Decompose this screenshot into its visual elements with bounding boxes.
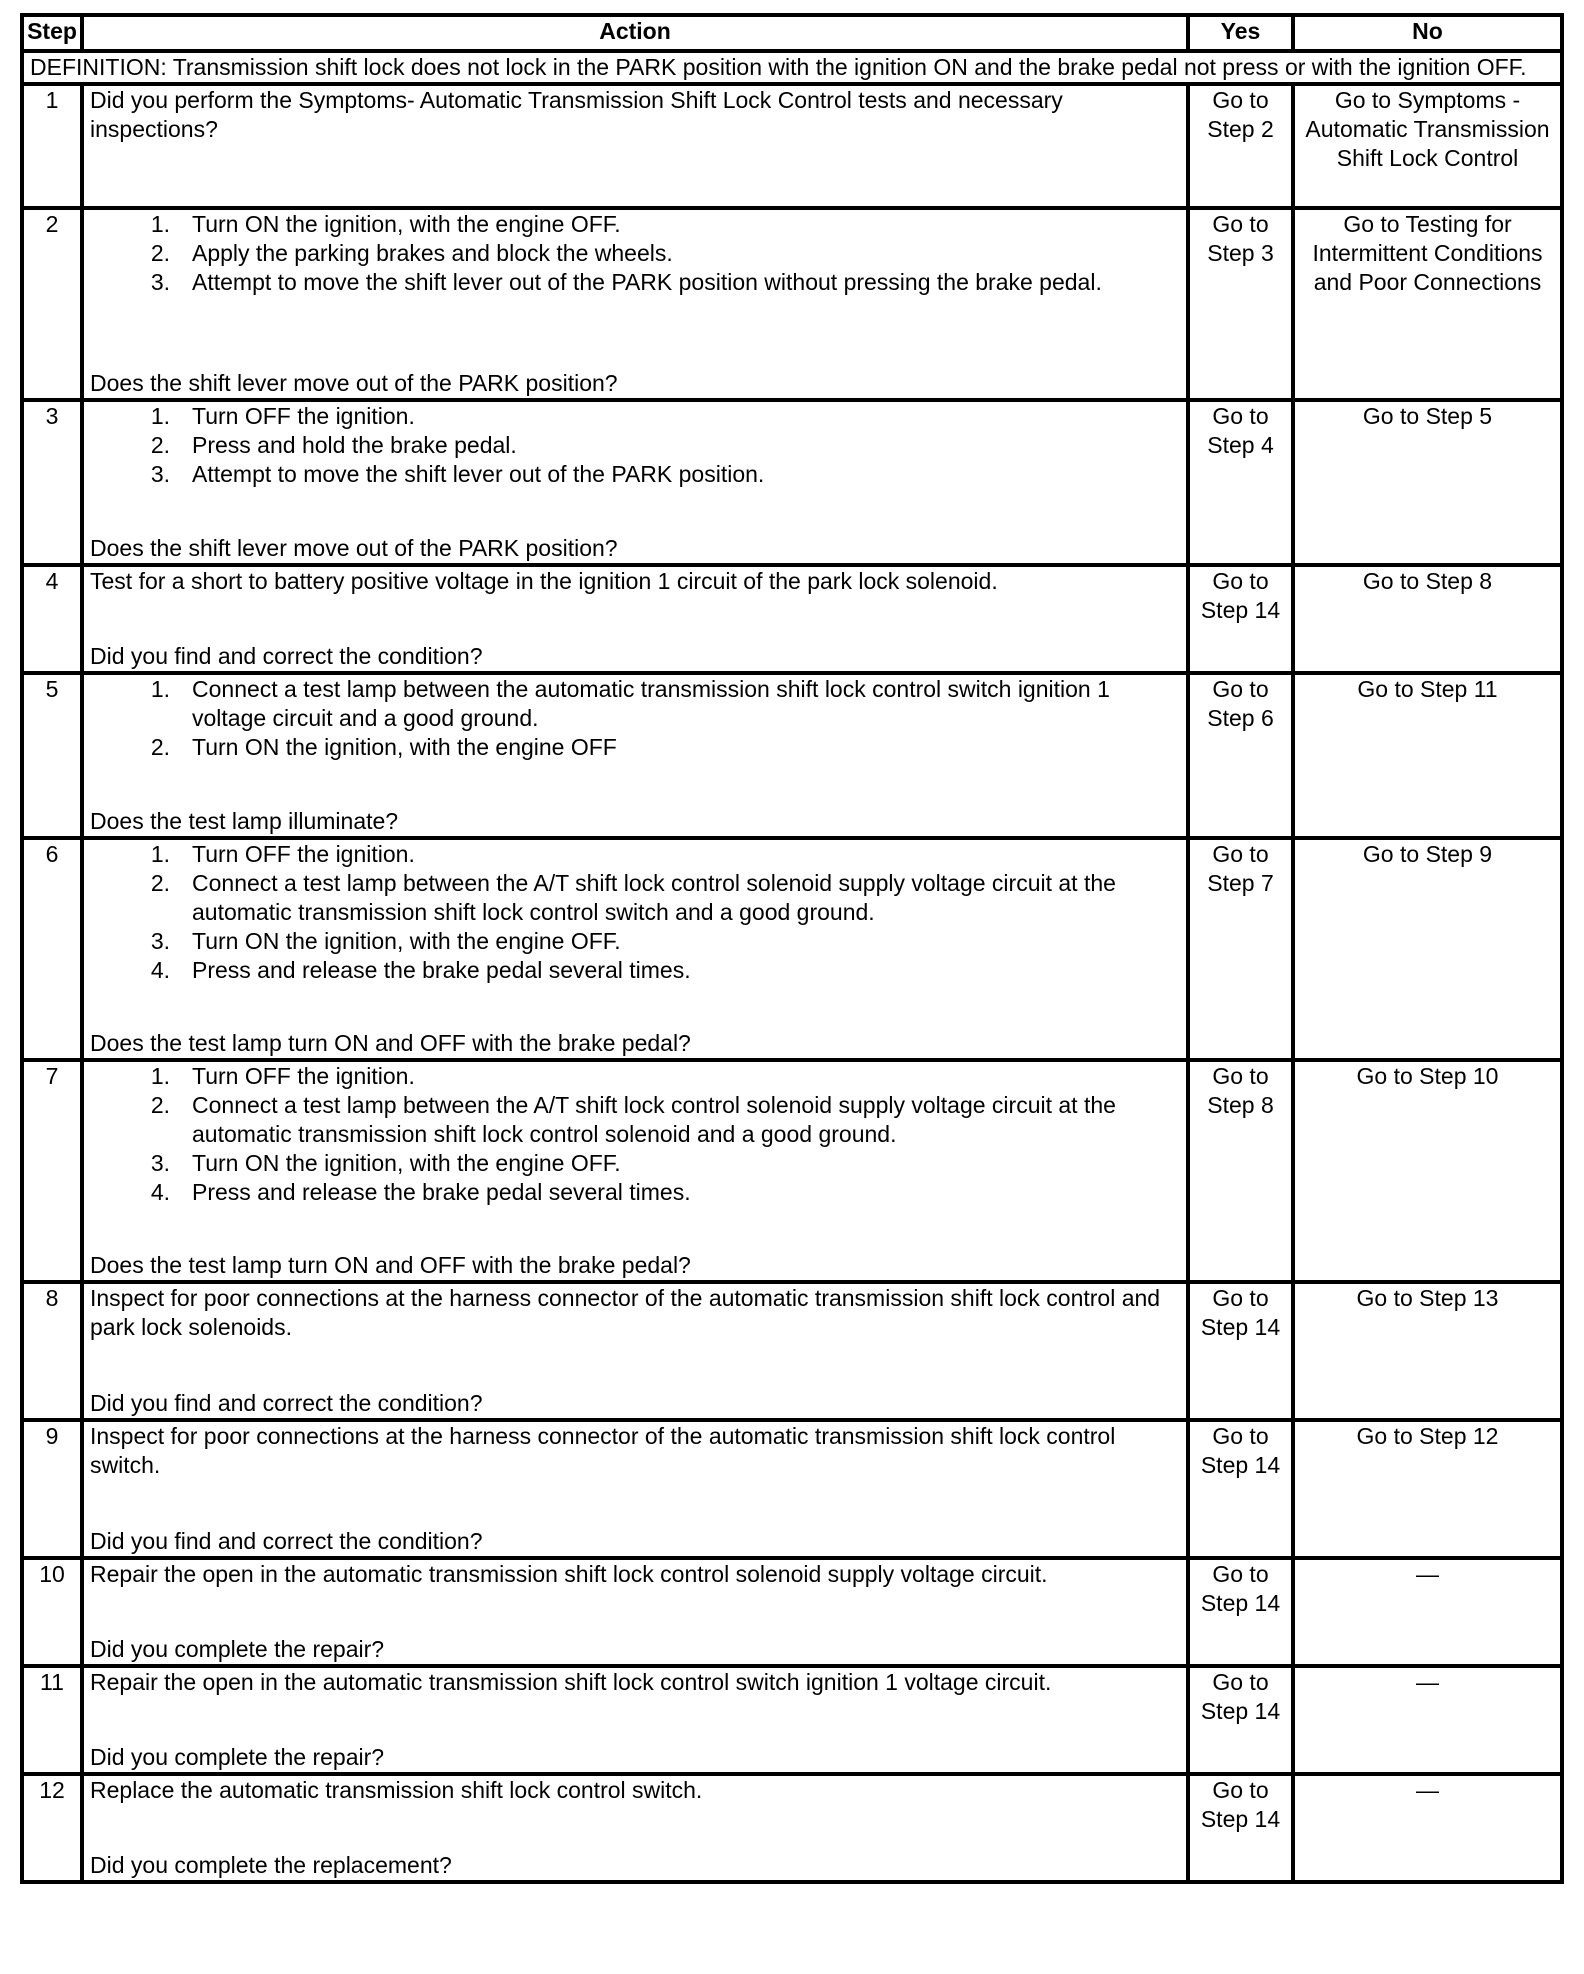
list-item <box>90 733 1180 762</box>
diagnostic-table <box>20 13 1564 1884</box>
list-item <box>90 1149 1180 1178</box>
table-row <box>22 1060 1562 1282</box>
yes-result: Go to Step 3 <box>1188 208 1293 400</box>
action-content <box>90 567 1180 671</box>
action-body <box>90 1422 1180 1480</box>
no-result: Go to Step 10 <box>1293 1060 1562 1282</box>
table-row <box>22 84 1562 208</box>
list-item-text: Connect a test lamp between the automatic transmission shift lock control switch ignition 1 voltage circuit and a good ground. <box>192 676 1110 731</box>
procedure-list <box>90 210 1180 297</box>
procedure-list <box>90 402 1180 489</box>
action-question: Did you find and correct the condition? <box>90 1390 483 1416</box>
step-number: 4 <box>22 565 82 673</box>
yes-result: Go to Step 14 <box>1188 1666 1293 1774</box>
list-item-text: Turn OFF the ignition. <box>192 403 415 429</box>
table-row <box>22 400 1562 565</box>
list-item-number: 3. <box>150 928 170 954</box>
list-item-number: 1. <box>150 676 170 702</box>
list-item-text: Connect a test lamp between the A/T shift lock control solenoid supply voltage circuit at the automatic transmission shift lock control switch and a good ground. <box>192 870 1116 925</box>
list-item-text: Turn OFF the ignition. <box>192 1063 415 1089</box>
list-item-text: Attempt to move the shift lever out of the PARK position. <box>192 461 765 487</box>
action-content <box>90 1560 1180 1664</box>
action-body <box>90 1668 1180 1697</box>
action-content <box>90 1668 1180 1772</box>
no-result: — <box>1293 1558 1562 1666</box>
action-question: Did you find and correct the condition? <box>90 1528 483 1554</box>
action-cell <box>82 1774 1188 1882</box>
yes-result: Go to Step 2 <box>1188 84 1293 208</box>
action-question: Did you complete the replacement? <box>90 1852 452 1878</box>
action-cell <box>82 208 1188 400</box>
step-number: 12 <box>22 1774 82 1882</box>
procedure-list <box>90 840 1180 985</box>
list-item-number: 2. <box>150 870 170 896</box>
action-body <box>90 1776 1180 1805</box>
action-content <box>90 402 1180 563</box>
action-text: Replace the automatic transmission shift lock control switch. <box>90 1777 703 1803</box>
no-result: — <box>1293 1774 1562 1882</box>
table-row <box>22 1774 1562 1882</box>
list-item-number: 3. <box>150 461 170 487</box>
list-item <box>90 431 1180 460</box>
no-result: Go to Step 11 <box>1293 673 1562 838</box>
table-row <box>22 1666 1562 1774</box>
list-item-number: 3. <box>150 1150 170 1176</box>
procedure-list <box>90 1062 1180 1207</box>
yes-result: Go to Step 8 <box>1188 1060 1293 1282</box>
action-text: Inspect for poor connections at the harness connector of the automatic transmission shift lock control and park lock solenoids. <box>90 1285 1161 1340</box>
list-item-number: 2. <box>150 432 170 458</box>
action-content <box>90 1422 1180 1556</box>
list-item-text: Press and hold the brake pedal. <box>192 432 517 458</box>
no-result: Go to Step 13 <box>1293 1282 1562 1420</box>
table-row <box>22 1558 1562 1666</box>
step-number: 7 <box>22 1060 82 1282</box>
list-item <box>90 840 1180 869</box>
list-item-number: 2. <box>150 1092 170 1118</box>
action-body <box>90 86 1180 144</box>
list-item-number: 1. <box>150 841 170 867</box>
table-body <box>22 51 1562 1882</box>
action-body <box>90 402 1180 489</box>
action-question: Does the test lamp turn ON and OFF with the brake pedal? <box>90 1252 691 1278</box>
list-item <box>90 210 1180 239</box>
list-item-text: Connect a test lamp between the A/T shift lock control solenoid supply voltage circuit at the automatic transmission shift lock control solenoid and a good ground. <box>192 1092 1116 1147</box>
action-cell <box>82 1666 1188 1774</box>
list-item <box>90 927 1180 956</box>
definition-row <box>22 51 1562 84</box>
list-item-text: Attempt to move the shift lever out of the PARK position without pressing the brake pedal. <box>192 269 1102 295</box>
no-result: Go to Step 5 <box>1293 400 1562 565</box>
header-step: Step <box>22 15 82 51</box>
action-content <box>90 210 1180 398</box>
action-content <box>90 840 1180 1058</box>
step-number: 1 <box>22 84 82 208</box>
action-question: Does the shift lever move out of the PARK position? <box>90 370 618 396</box>
list-item-number: 4. <box>150 957 170 983</box>
action-question: Does the test lamp illuminate? <box>90 808 399 834</box>
list-item <box>90 1062 1180 1091</box>
action-content <box>90 86 1180 206</box>
action-text: Repair the open in the automatic transmission shift lock control solenoid supply voltage circuit. <box>90 1561 1048 1587</box>
action-cell <box>82 838 1188 1060</box>
procedure-list <box>90 675 1180 762</box>
header-row <box>22 15 1562 51</box>
list-item <box>90 869 1180 927</box>
action-question: Did you complete the repair? <box>90 1744 385 1770</box>
list-item-number: 1. <box>150 1063 170 1089</box>
list-item-number: 1. <box>150 403 170 429</box>
action-cell <box>82 400 1188 565</box>
table-row <box>22 565 1562 673</box>
action-cell <box>82 673 1188 838</box>
list-item-text: Apply the parking brakes and block the wheels. <box>192 240 673 266</box>
action-text: Test for a short to battery positive voltage in the ignition 1 circuit of the park lock solenoid. <box>90 568 998 594</box>
list-item-number: 2. <box>150 734 170 760</box>
table-row <box>22 208 1562 400</box>
list-item-number: 2. <box>150 240 170 266</box>
action-content <box>90 1284 1180 1418</box>
yes-result: Go to Step 14 <box>1188 565 1293 673</box>
header-yes: Yes <box>1188 15 1293 51</box>
yes-result: Go to Step 4 <box>1188 400 1293 565</box>
action-content <box>90 1776 1180 1880</box>
table-row <box>22 1420 1562 1558</box>
step-number: 2 <box>22 208 82 400</box>
action-body <box>90 567 1180 596</box>
list-item-text: Press and release the brake pedal several times. <box>192 1179 691 1205</box>
list-item-text: Turn OFF the ignition. <box>192 841 415 867</box>
list-item-text: Press and release the brake pedal several times. <box>192 957 691 983</box>
table-row <box>22 1282 1562 1420</box>
action-body <box>90 1560 1180 1589</box>
list-item <box>90 1091 1180 1149</box>
action-cell <box>82 565 1188 673</box>
list-item-text: Turn ON the ignition, with the engine OFF <box>192 734 617 760</box>
action-cell <box>82 1558 1188 1666</box>
list-item <box>90 268 1180 297</box>
action-content <box>90 675 1180 836</box>
yes-result: Go to Step 14 <box>1188 1420 1293 1558</box>
no-result: Go to Symptoms - Automatic Transmission Shift Lock Control <box>1293 84 1562 208</box>
action-content <box>90 1062 1180 1280</box>
definition-text: DEFINITION: Transmission shift lock does not lock in the PARK position with the ignition ON and the brake pedal not press or with the ignition OFF. <box>22 51 1562 84</box>
action-text: Repair the open in the automatic transmission shift lock control switch ignition 1 voltage circuit. <box>90 1669 1052 1695</box>
list-item-number: 4. <box>150 1179 170 1205</box>
action-cell <box>82 1282 1188 1420</box>
table-row <box>22 673 1562 838</box>
no-result: Go to Step 8 <box>1293 565 1562 673</box>
header-no: No <box>1293 15 1562 51</box>
action-question: Did you find and correct the condition? <box>90 643 483 669</box>
step-number: 10 <box>22 1558 82 1666</box>
action-cell <box>82 1060 1188 1282</box>
step-number: 3 <box>22 400 82 565</box>
list-item-text: Turn ON the ignition, with the engine OFF. <box>192 211 621 237</box>
list-item-text: Turn ON the ignition, with the engine OFF. <box>192 928 621 954</box>
action-question: Does the shift lever move out of the PARK position? <box>90 535 618 561</box>
list-item-text: Turn ON the ignition, with the engine OFF. <box>192 1150 621 1176</box>
no-result: Go to Step 12 <box>1293 1420 1562 1558</box>
list-item <box>90 675 1180 733</box>
action-text: Did you perform the Symptoms- Automatic Transmission Shift Lock Control tests and necessary inspections? <box>90 87 1063 142</box>
action-text: Inspect for poor connections at the harness connector of the automatic transmission shift lock control switch. <box>90 1423 1116 1478</box>
table-row <box>22 838 1562 1060</box>
list-item <box>90 956 1180 985</box>
step-number: 9 <box>22 1420 82 1558</box>
action-body <box>90 840 1180 985</box>
no-result: Go to Testing for Intermittent Conditions and Poor Connections <box>1293 208 1562 400</box>
list-item <box>90 402 1180 431</box>
step-number: 6 <box>22 838 82 1060</box>
action-body <box>90 1284 1180 1342</box>
no-result: — <box>1293 1666 1562 1774</box>
list-item <box>90 239 1180 268</box>
yes-result: Go to Step 14 <box>1188 1282 1293 1420</box>
list-item-number: 3. <box>150 269 170 295</box>
action-body <box>90 1062 1180 1207</box>
yes-result: Go to Step 14 <box>1188 1558 1293 1666</box>
action-body <box>90 210 1180 297</box>
yes-result: Go to Step 6 <box>1188 673 1293 838</box>
list-item-number: 1. <box>150 211 170 237</box>
yes-result: Go to Step 14 <box>1188 1774 1293 1882</box>
action-cell <box>82 1420 1188 1558</box>
action-body <box>90 675 1180 762</box>
header-action: Action <box>82 15 1188 51</box>
list-item <box>90 1178 1180 1207</box>
yes-result: Go to Step 7 <box>1188 838 1293 1060</box>
action-cell <box>82 84 1188 208</box>
step-number: 11 <box>22 1666 82 1774</box>
action-question: Does the test lamp turn ON and OFF with the brake pedal? <box>90 1030 691 1056</box>
list-item <box>90 460 1180 489</box>
no-result: Go to Step 9 <box>1293 838 1562 1060</box>
step-number: 5 <box>22 673 82 838</box>
action-question: Did you complete the repair? <box>90 1636 385 1662</box>
step-number: 8 <box>22 1282 82 1420</box>
